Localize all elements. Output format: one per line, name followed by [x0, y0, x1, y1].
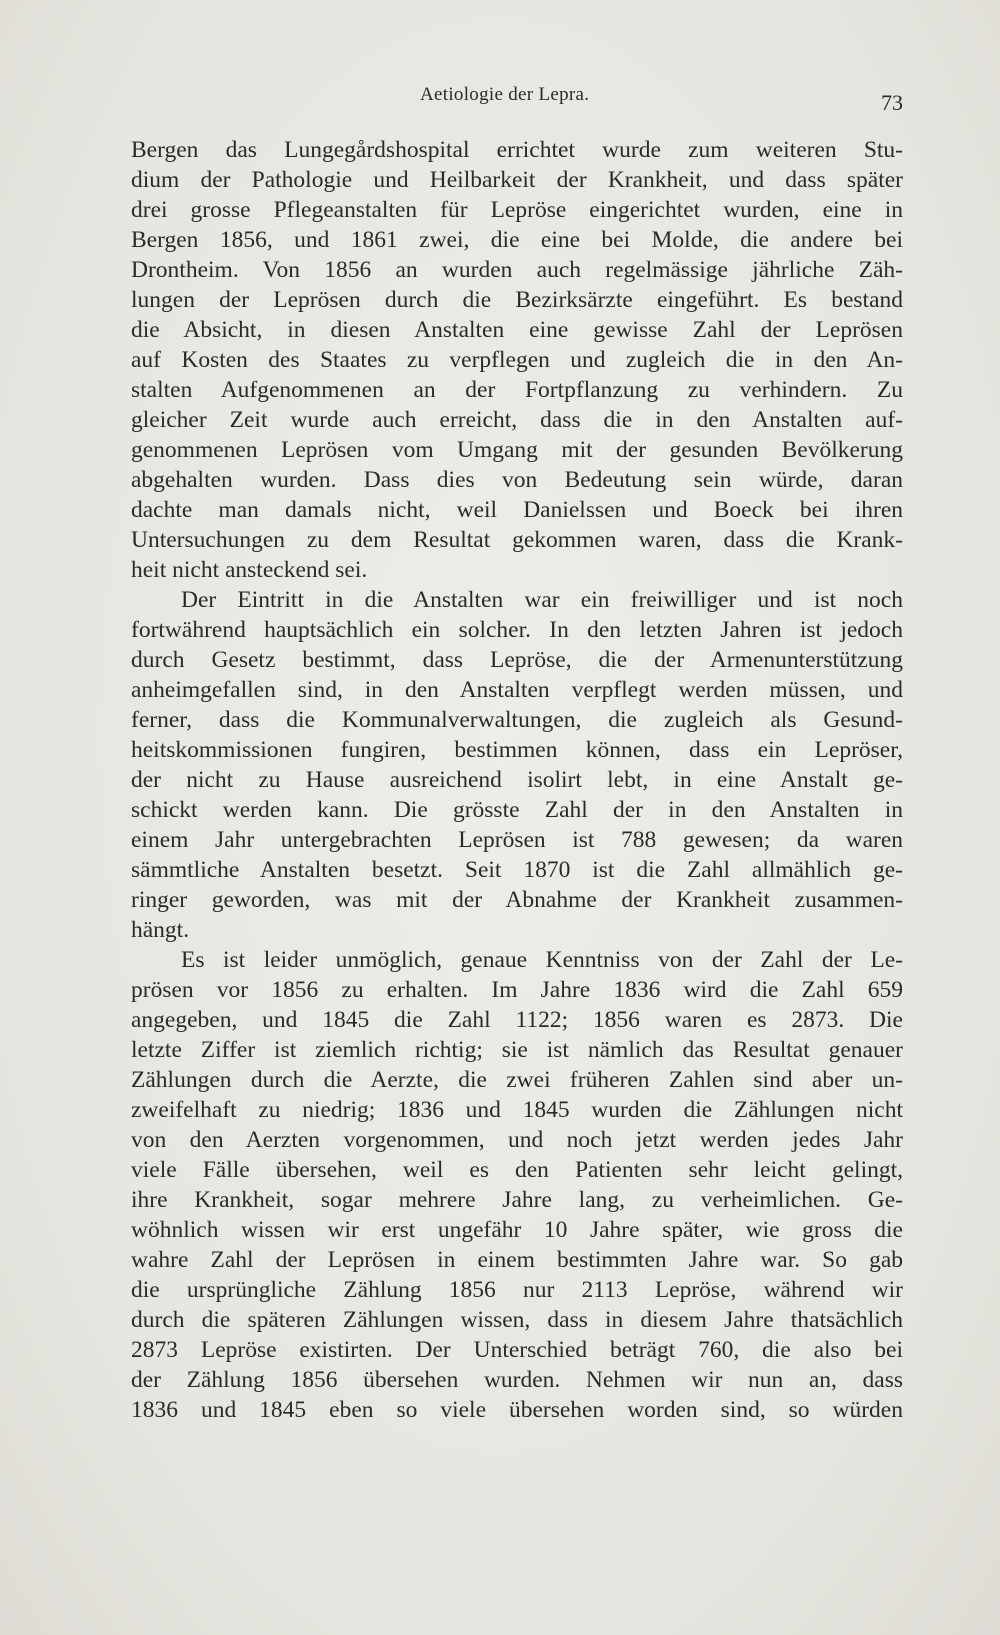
text-line: heit nicht ansteckend sei. [131, 557, 368, 583]
text-line: viele Fälle übersehen, weil es den Patienten sehr leicht gelingt, [131, 1157, 903, 1183]
text-line: dium der Pathologie und Heilbarkeit der Krankheit, und dass später [131, 167, 903, 193]
text-line: wöhnlich wissen wir erst ungefähr 10 Jahre später, wie gross die [131, 1217, 903, 1243]
text-line: zweifelhaft zu niedrig; 1836 und 1845 wurden die Zählungen nicht [131, 1097, 903, 1123]
text-line: ferner, dass die Kommunalverwaltungen, die zugleich als Gesund- [131, 707, 903, 733]
text-line: der Zählung 1856 übersehen wurden. Nehmen wir nun an, dass [131, 1367, 903, 1393]
text-line: fortwährend hauptsächlich ein solcher. In den letzten Jahren ist jedoch [131, 617, 903, 643]
text-line: Bergen 1856, und 1861 zwei, die eine bei Molde, die andere bei [131, 227, 903, 253]
text-line: Zählungen durch die Aerzte, die zwei früheren Zahlen sind aber un- [131, 1067, 903, 1093]
text-line: Drontheim. Von 1856 an wurden auch regelmässige jährliche Zäh- [131, 257, 903, 283]
text-line: sämmtliche Anstalten besetzt. Seit 1870 ist die Zahl allmählich ge- [131, 857, 903, 883]
text-line: gleicher Zeit wurde auch erreicht, dass die in den Anstalten auf- [131, 407, 903, 433]
page-header [130, 82, 903, 122]
text-line: Es ist leider unmöglich, genaue Kenntniss von der Zahl der Le- [181, 947, 903, 973]
text-line: drei grosse Pflegeanstalten für Lepröse eingerichtet wurden, eine in [131, 197, 903, 223]
text-line: Untersuchungen zu dem Resultat gekommen waren, dass die Krank- [131, 527, 903, 553]
text-line: wahre Zahl der Leprösen in einem bestimmten Jahre war. So gab [131, 1247, 903, 1273]
text-line: einem Jahr untergebrachten Leprösen ist 788 gewesen; da waren [131, 827, 903, 853]
body-text [131, 135, 903, 1425]
text-line: durch Gesetz bestimmt, dass Lepröse, die der Armenunterstützung [131, 647, 903, 673]
text-line: 1836 und 1845 eben so viele übersehen worden sind, so würden [131, 1397, 903, 1423]
text-line: genommenen Leprösen vom Umgang mit der gesunden Bevölkerung [131, 437, 903, 463]
text-line: ihre Krankheit, sogar mehrere Jahre lang, zu verheimlichen. Ge- [131, 1187, 903, 1213]
text-line: stalten Aufgenommenen an der Fortpflanzung zu verhindern. Zu [131, 377, 903, 403]
text-line: heitskommissionen fungiren, bestimmen können, dass ein Lepröser, [131, 737, 903, 763]
page-number: 73 [881, 90, 903, 115]
text-line: lungen der Leprösen durch die Bezirksärzte eingeführt. Es bestand [131, 287, 903, 313]
running-title: Aetiologie der Lepra. [420, 84, 590, 105]
text-line: dachte man damals nicht, weil Danielssen und Boeck bei ihren [131, 497, 903, 523]
text-line: der nicht zu Hause ausreichend isolirt lebt, in eine Anstalt ge- [131, 767, 903, 793]
text-line: anheimgefallen sind, in den Anstalten verpflegt werden müssen, und [131, 677, 903, 703]
text-line: abgehalten wurden. Dass dies von Bedeutung sein würde, daran [131, 467, 903, 493]
text-line: angegeben, und 1845 die Zahl 1122; 1856 waren es 2873. Die [131, 1007, 903, 1033]
text-line: von den Aerzten vorgenommen, und noch jetzt werden jedes Jahr [131, 1127, 903, 1153]
text-line: letzte Ziffer ist ziemlich richtig; sie ist nämlich das Resultat genauer [131, 1037, 903, 1063]
text-line: durch die späteren Zählungen wissen, dass in diesem Jahre thatsächlich [131, 1307, 903, 1333]
text-line: prösen vor 1856 zu erhalten. Im Jahre 1836 wird die Zahl 659 [131, 977, 903, 1003]
text-line: die ursprüngliche Zählung 1856 nur 2113 Lepröse, während wir [131, 1277, 903, 1303]
text-line: Der Eintritt in die Anstalten war ein freiwilliger und ist noch [181, 587, 903, 613]
text-line: Bergen das Lungegårdshospital errichtet wurde zum weiteren Stu- [131, 137, 903, 163]
text-line: auf Kosten des Staates zu verpflegen und zugleich die in den An- [131, 347, 903, 373]
text-line: schickt werden kann. Die grösste Zahl der in den Anstalten in [131, 797, 903, 823]
text-line: die Absicht, in diesen Anstalten eine gewisse Zahl der Leprösen [131, 317, 903, 343]
text-line: hängt. [131, 917, 190, 943]
text-line: ringer geworden, was mit der Abnahme der Krankheit zusammen- [131, 887, 903, 913]
text-line: 2873 Lepröse existirten. Der Unterschied beträgt 760, die also bei [131, 1337, 903, 1363]
